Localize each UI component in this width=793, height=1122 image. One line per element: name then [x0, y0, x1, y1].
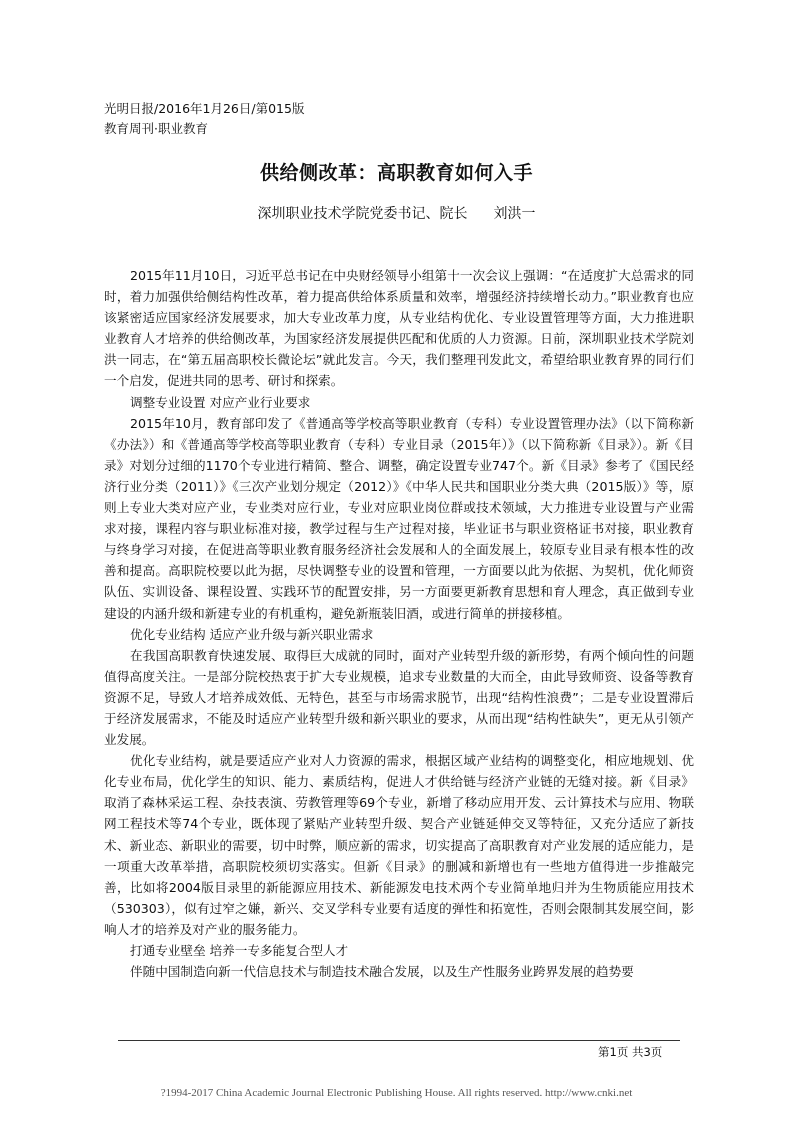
source-line: 光明日报/2016年1月26日/第015版 [104, 101, 305, 116]
section-heading-3: 打通专业壁垒 培养一专多能复合型人才 [130, 943, 349, 958]
article-body [104, 265, 694, 982]
paragraph-3: 优化专业结构，就是要适应产业对人力资源的需求，根据区域产业结构的调整变化，相应地规划、优化专业布局，优化学生的知识、能力、素质结构，促进人才供给链与经济产业链的无缝对接。新《目录》取消了森林采运工程、杂技表演、劳教管理等69个专业，新增了移动应用开发、云计算技术与应用、物联网工程技术等74个专业，既体现了紧贴产业转型升级、契合产业链延伸交叉等特征，又充分适应了新技术、新业态、新职业的需要，切中时弊，顺应新的需求，切实提高了高职教育对产业发展的适应能力，是一项重大改革举措，高职院校须切实落实。但新《目录》的删减和新增也有一些地方值得进一步推敲完善，比如将2004版目录里的新能源应用技术、新能源发电技术两个专业简单地归并为生物质能应用技术（530303），似有过窄之嫌，新兴、交叉学科专业要有适度的弹性和拓宽性，否则会限制其发展空间，影响人才的培养及对产业的服务能力。 [104, 753, 694, 937]
article-title: 供给侧改革：高职教育如何入手 [259, 162, 533, 184]
footer-divider [118, 1040, 680, 1041]
page-number: 第1页 共3页 [598, 1045, 663, 1059]
author-line [0, 203, 793, 223]
author-affiliation: 深圳职业技术学院党委书记、院长 [257, 206, 468, 222]
section-heading-2: 优化专业结构 适应产业升级与新兴职业需求 [130, 626, 374, 642]
copyright-notice: ?1994-2017 China Academic Journal Electronic Publishing House. All rights reserved. http://www.cnki.net [160, 1087, 633, 1099]
intro-paragraph: 2015年11月10日，习近平总书记在中央财经领导小组第十一次会议上强调：“在适度扩大总需求的同时，着力加强供给侧结构性改革，着力提高供给体系质量和效率，增强经济持续增长动力。”职业教育也应该紧密适应国家经济发展要求，加大专业改革力度，从专业结构优化、专业设置管理等方面，大力推进职业教育人才培养的供给侧改革，为国家经济发展提供匹配和优质的人力资源。日前，深圳职业技术学院刘洪一同志，在“第五届高职校长微论坛”就此发言。今天，我们整理刊发此文，希望给职业教育界的同行们一个启发，促进共同的思考、研讨和探索。 [104, 268, 694, 389]
paragraph-1: 2015年10月，教育部印发了《普通高等学校高等职业教育（专科）专业设置管理办法》（以下简称新《办法》）和《普通高等学校高等职业教育（专科）专业目录（2015年）》（以下简称新《目录》）。新《目录》对划分过细的1170个专业进行精简、整合、调整，确定设置专业747个。新《目录》参考了《国民经济行业分类（2011）》《三次产业划分规定（2012）》《中华人民共和国职业分类大典（2015版）》等，原则上专业大类对应产业，专业类对应行业，专业对应职业岗位群或技术领域，大力推进专业设置与产业需求对接，课程内容与职业标准对接，教学过程与生产过程对接，毕业证书与职业资格证书对接，职业教育与终身学习对接，在促进高等职业教育服务经济社会发展和人的全面发展上，较原专业目录有根本性的改善和提高。高职院校要以此为据，尽快调整专业的设置和管理，一方面要以此为依据、为契机，优化师资队伍、实训设备、课程设置、实践环节的配置安排，另一方面要更新教育思想和育人理念，真正做到专业建设的内涵升级和新建专业的有机重构，避免新瓶装旧酒，或进行简单的拼接移植。 [104, 415, 694, 621]
section-heading-1: 调整专业设置 对应产业行业要求 [130, 394, 311, 410]
paragraph-4: 伴随中国制造向新一代信息技术与制造技术融合发展，以及生产性服务业跨界发展的趋势要 [130, 964, 634, 980]
section-line: 教育周刊·职业教育 [104, 121, 208, 136]
paragraph-2: 在我国高职教育快速发展、取得巨大成就的同时，面对产业转型升级的新形势，有两个倾向性的问题值得高度关注。一是部分院校热衷于扩大专业规模，追求专业数量的大而全，由此导致师资、设备等教育资源不足，导致人才培养成效低、无特色，甚至与市场需求脱节，出现“结构性浪费”；二是专业设置滞后于经济发展需求，不能及时适应产业转型升级和新兴职业的要求，从而出现“结构性缺失”，更无从引领产业发展。 [104, 647, 694, 748]
author-name: 刘洪一 [493, 206, 536, 222]
